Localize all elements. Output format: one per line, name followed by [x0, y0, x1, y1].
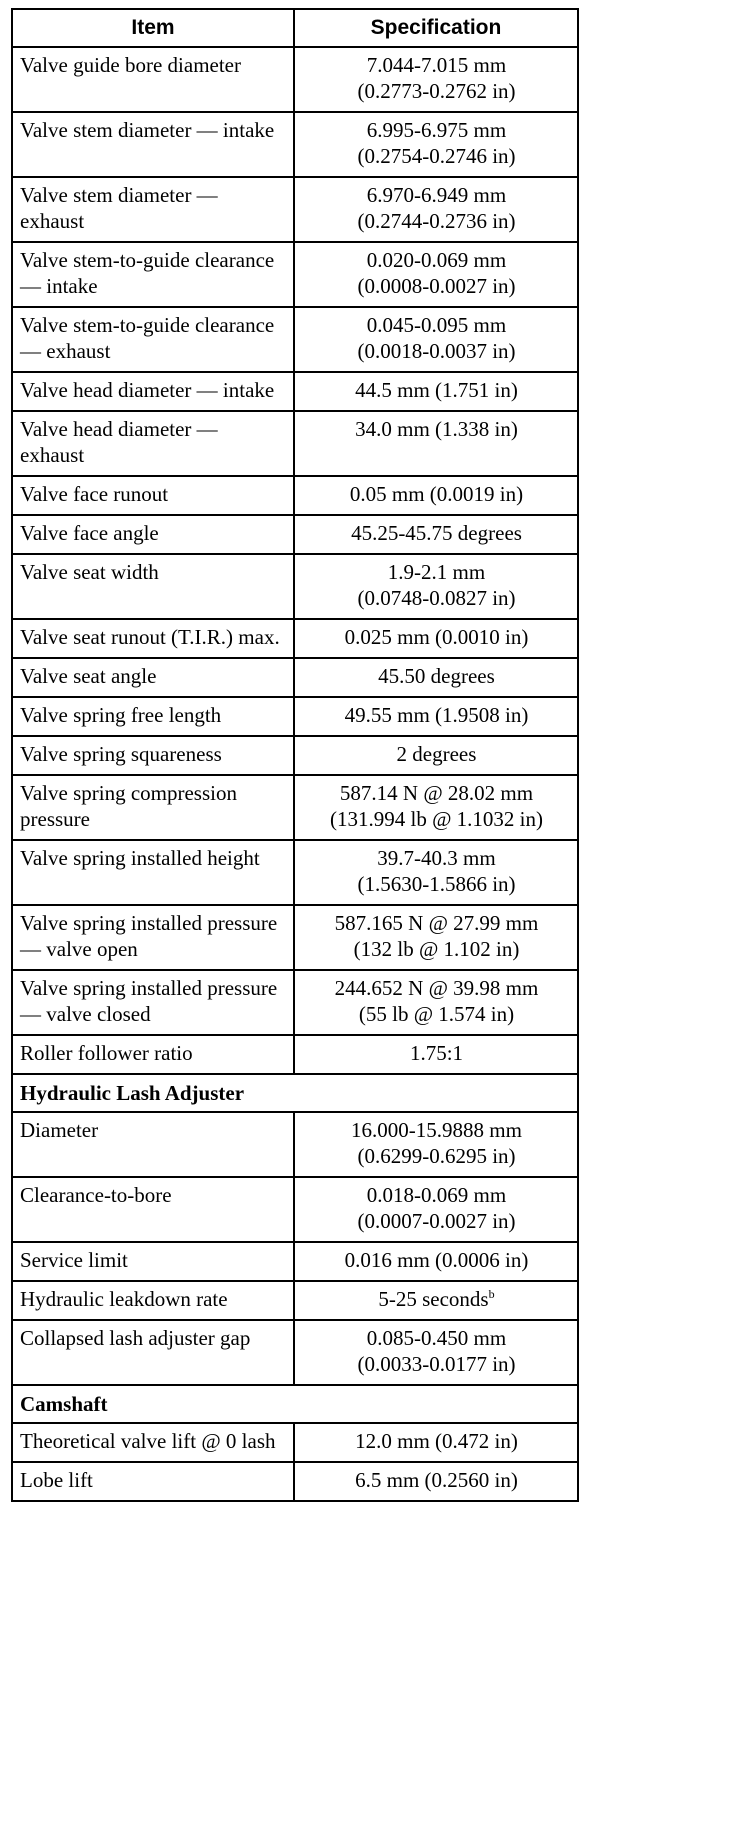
- spec-line: 587.14 N @ 28.02 mm: [339, 781, 534, 805]
- item-cell: Clearance-to-bore: [12, 1177, 294, 1242]
- section-title: Hydraulic Lash Adjuster: [12, 1074, 578, 1112]
- table-row: [12, 1112, 578, 1177]
- table-row: [12, 242, 578, 307]
- table-row: [12, 840, 578, 905]
- table-row: [12, 554, 578, 619]
- spec-line: 0.020-0.069 mm: [366, 248, 507, 272]
- item-cell: Valve stem diameter — intake: [12, 112, 294, 177]
- table-row: [12, 736, 578, 775]
- section-header-camshaft: [12, 1385, 578, 1423]
- spec-line: 0.045-0.095 mm: [366, 313, 507, 337]
- spec-cell: [294, 307, 578, 372]
- table-row: [12, 476, 578, 515]
- item-cell: Valve spring free length: [12, 697, 294, 736]
- table-row: [12, 970, 578, 1035]
- spec-cell: 44.5 mm (1.751 in): [294, 372, 578, 411]
- spec-line: (0.2773-0.2762 in): [357, 79, 516, 103]
- spec-cell: [294, 840, 578, 905]
- table-row: [12, 112, 578, 177]
- spec-cell: 0.025 mm (0.0010 in): [294, 619, 578, 658]
- footnote-marker: b: [488, 1287, 495, 1301]
- item-cell: Valve head diameter — intake: [12, 372, 294, 411]
- spec-cell: [294, 112, 578, 177]
- section-header-hydraulic-lash-adjuster: [12, 1074, 578, 1112]
- spec-line: 244.652 N @ 39.98 mm: [334, 976, 539, 1000]
- column-header-specification: Specification: [294, 9, 578, 47]
- spec-cell: 45.25-45.75 degrees: [294, 515, 578, 554]
- item-cell: Diameter: [12, 1112, 294, 1177]
- table-row: [12, 515, 578, 554]
- spec-cell: [294, 1320, 578, 1385]
- spec-cell: 45.50 degrees: [294, 658, 578, 697]
- item-cell: Valve spring installed pressure — valve open: [12, 905, 294, 970]
- item-cell: Valve seat angle: [12, 658, 294, 697]
- spec-line: (0.6299-0.6295 in): [357, 1144, 516, 1168]
- item-cell: Valve head diameter — exhaust: [12, 411, 294, 476]
- spec-cell: 49.55 mm (1.9508 in): [294, 697, 578, 736]
- item-cell: Collapsed lash adjuster gap: [12, 1320, 294, 1385]
- item-cell: Valve guide bore diameter: [12, 47, 294, 112]
- item-cell: Lobe lift: [12, 1462, 294, 1501]
- spec-cell: [294, 47, 578, 112]
- spec-line: (1.5630-1.5866 in): [357, 872, 516, 896]
- spec-cell: [294, 905, 578, 970]
- table-row: [12, 1242, 578, 1281]
- table-row: [12, 1320, 578, 1385]
- table-header-row: [12, 9, 578, 47]
- item-cell: Valve face runout: [12, 476, 294, 515]
- spec-line: (0.0007-0.0027 in): [357, 1209, 516, 1233]
- item-cell: Valve stem diameter — exhaust: [12, 177, 294, 242]
- spec-cell: 1.75:1: [294, 1035, 578, 1074]
- item-cell: Valve stem-to-guide clearance — exhaust: [12, 307, 294, 372]
- table-row: [12, 1035, 578, 1074]
- spec-cell: [294, 970, 578, 1035]
- table-row: [12, 177, 578, 242]
- spec-line: (0.2754-0.2746 in): [357, 144, 516, 168]
- table-row: [12, 697, 578, 736]
- spec-cell: [294, 1177, 578, 1242]
- column-header-item: Item: [12, 9, 294, 47]
- spec-line: (0.0748-0.0827 in): [357, 586, 516, 610]
- spec-line: 7.044-7.015 mm: [366, 53, 507, 77]
- spec-cell: [294, 242, 578, 307]
- table-row: [12, 372, 578, 411]
- spec-line: 587.165 N @ 27.99 mm: [334, 911, 539, 935]
- spec-cell: [294, 177, 578, 242]
- spec-cell: 2 degrees: [294, 736, 578, 775]
- spec-line: (131.994 lb @ 1.1032 in): [330, 807, 543, 831]
- spec-line: 1.9-2.1 mm: [387, 560, 486, 584]
- spec-cell: [294, 1281, 578, 1320]
- spec-line: 5-25 seconds: [378, 1287, 489, 1311]
- item-cell: Valve seat runout (T.I.R.) max.: [12, 619, 294, 658]
- item-cell: Valve seat width: [12, 554, 294, 619]
- spec-line: 6.995-6.975 mm: [366, 118, 507, 142]
- spec-line: (132 lb @ 1.102 in): [353, 937, 520, 961]
- table-row: [12, 411, 578, 476]
- item-cell: Valve face angle: [12, 515, 294, 554]
- spec-line: (0.2744-0.2736 in): [357, 209, 516, 233]
- table-row: [12, 47, 578, 112]
- item-cell: Hydraulic leakdown rate: [12, 1281, 294, 1320]
- item-cell: Theoretical valve lift @ 0 lash: [12, 1423, 294, 1462]
- table-row: [12, 1281, 578, 1320]
- spec-cell: 34.0 mm (1.338 in): [294, 411, 578, 476]
- item-cell: Valve spring squareness: [12, 736, 294, 775]
- spec-line: 16.000-15.9888 mm: [351, 1118, 522, 1142]
- spec-cell: 0.05 mm (0.0019 in): [294, 476, 578, 515]
- table-row: [12, 1423, 578, 1462]
- spec-cell: [294, 775, 578, 840]
- item-cell: Valve spring compression pressure: [12, 775, 294, 840]
- spec-line: (0.0033-0.0177 in): [357, 1352, 516, 1376]
- table-row: [12, 1177, 578, 1242]
- spec-line: 0.085-0.450 mm: [366, 1326, 507, 1350]
- spec-line: 0.018-0.069 mm: [366, 1183, 507, 1207]
- spec-line: 39.7-40.3 mm: [377, 846, 496, 870]
- table-row: [12, 307, 578, 372]
- table-row: [12, 1462, 578, 1501]
- spec-cell: [294, 554, 578, 619]
- spec-line: 6.970-6.949 mm: [366, 183, 507, 207]
- item-cell: Valve spring installed pressure — valve closed: [12, 970, 294, 1035]
- spec-cell: 6.5 mm (0.2560 in): [294, 1462, 578, 1501]
- table-row: [12, 775, 578, 840]
- table-row: [12, 658, 578, 697]
- item-cell: Valve stem-to-guide clearance — intake: [12, 242, 294, 307]
- spec-cell: 12.0 mm (0.472 in): [294, 1423, 578, 1462]
- spec-line: (55 lb @ 1.574 in): [358, 1002, 515, 1026]
- section-title: Camshaft: [12, 1385, 578, 1423]
- item-cell: Service limit: [12, 1242, 294, 1281]
- spec-cell: 0.016 mm (0.0006 in): [294, 1242, 578, 1281]
- specification-table: [11, 8, 579, 1502]
- item-cell: Valve spring installed height: [12, 840, 294, 905]
- item-cell: Roller follower ratio: [12, 1035, 294, 1074]
- table-row: [12, 619, 578, 658]
- spec-line: (0.0018-0.0037 in): [357, 339, 516, 363]
- spec-line: (0.0008-0.0027 in): [357, 274, 516, 298]
- spec-cell: [294, 1112, 578, 1177]
- table-row: [12, 905, 578, 970]
